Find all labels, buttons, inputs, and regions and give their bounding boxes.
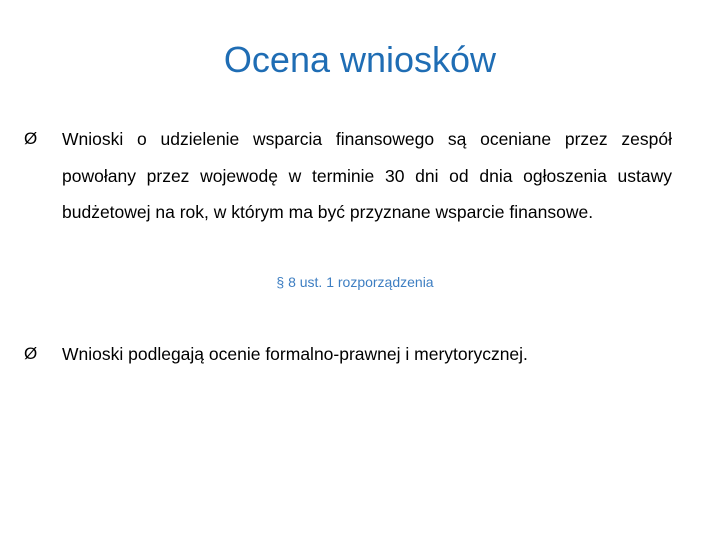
arrow-bullet-icon: Ø: [24, 129, 38, 148]
bullet-item-2: [24, 339, 672, 373]
slide-title: Ocena wniosków: [223, 39, 497, 80]
bullet-item-1: [24, 124, 672, 231]
bullet-text-2: Wnioski podlegają ocenie formalno-prawnej i merytorycznej.: [62, 344, 528, 364]
bullet-text-1: Wnioski o udzielenie wsparcia finansowego są oceniane przez zespół powołany przez wojewodę w terminie 30 dni od dnia ogłoszenia ustawy budżetowej na rok, w którym ma być przyznane wsparcie finansowe.: [62, 129, 672, 222]
citation-reference: § 8 ust. 1 rozporządzenia: [276, 274, 434, 290]
arrow-bullet-icon: Ø: [24, 344, 38, 363]
